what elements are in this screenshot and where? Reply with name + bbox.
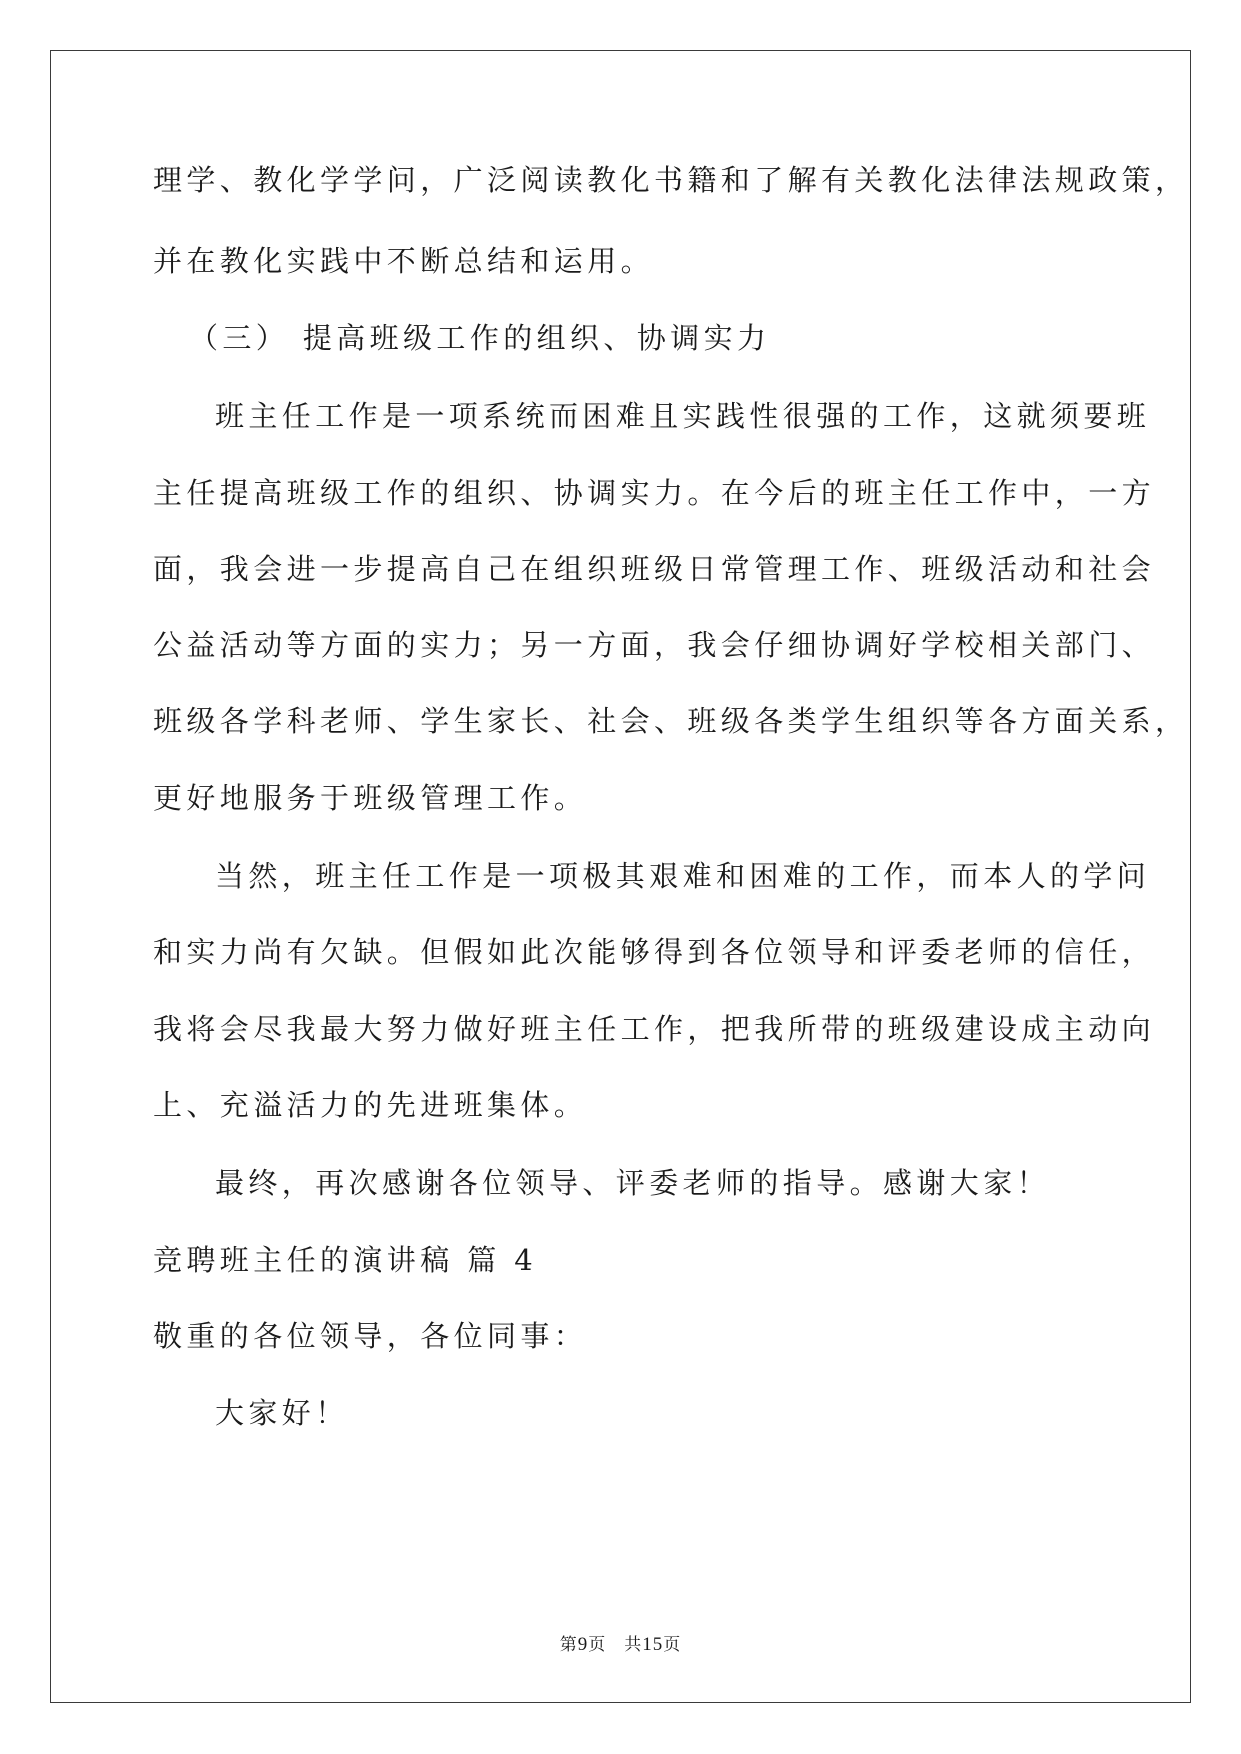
paragraph-line: 班级各学科老师、学生家长、社会、班级各类学生组织等各方面关系，	[153, 704, 1189, 738]
paragraph-line: 理学、教化学学问，广泛阅读教化书籍和了解有关教化法律法规政策，	[153, 163, 1189, 197]
paragraph-line: 当然，班主任工作是一项极其艰难和困难的工作，而本人的学问	[215, 859, 1151, 893]
paragraph-line: 面，我会进一步提高自己在组织班级日常管理工作、班级活动和社会	[153, 552, 1156, 586]
paragraph-line: 并在教化实践中不断总结和运用。	[153, 244, 655, 278]
paragraph-line: 班主任工作是一项系统而困难且实践性很强的工作，这就须要班	[215, 399, 1151, 433]
paragraph-line: 主任提高班级工作的组织、协调实力。在今后的班主任工作中，一方	[153, 476, 1156, 510]
greeting: 大家好！	[215, 1396, 349, 1430]
paragraph-line: 公益活动等方面的实力；另一方面，我会仔细协调好学校相关部门、	[153, 628, 1156, 662]
total-pages: 15	[642, 1634, 664, 1655]
paragraph-line: 上、充溢活力的先进班集体。	[153, 1088, 588, 1122]
current-page: 9	[577, 1634, 589, 1655]
paragraph-line: 最终，再次感谢各位领导、评委老师的指导。感谢大家！	[215, 1166, 1051, 1200]
article-title: 竞聘班主任的演讲稿 篇 4	[153, 1243, 538, 1277]
paragraph-line: 和实力尚有欠缺。但假如此次能够得到各位领导和评委老师的信任，	[153, 935, 1156, 969]
page-mid: 页 共	[588, 1635, 643, 1655]
page-suffix: 页	[663, 1635, 682, 1655]
section-heading: （三） 提高班级工作的组织、协调实力	[189, 321, 771, 355]
page-prefix: 第	[559, 1635, 578, 1655]
paragraph-line: 我将会尽我最大努力做好班主任工作，把我所带的班级建设成主动向	[153, 1012, 1156, 1046]
page-number-footer	[0, 1630, 1241, 1656]
salutation: 敬重的各位领导，各位同事：	[153, 1319, 588, 1353]
paragraph-line: 更好地服务于班级管理工作。	[153, 781, 588, 815]
